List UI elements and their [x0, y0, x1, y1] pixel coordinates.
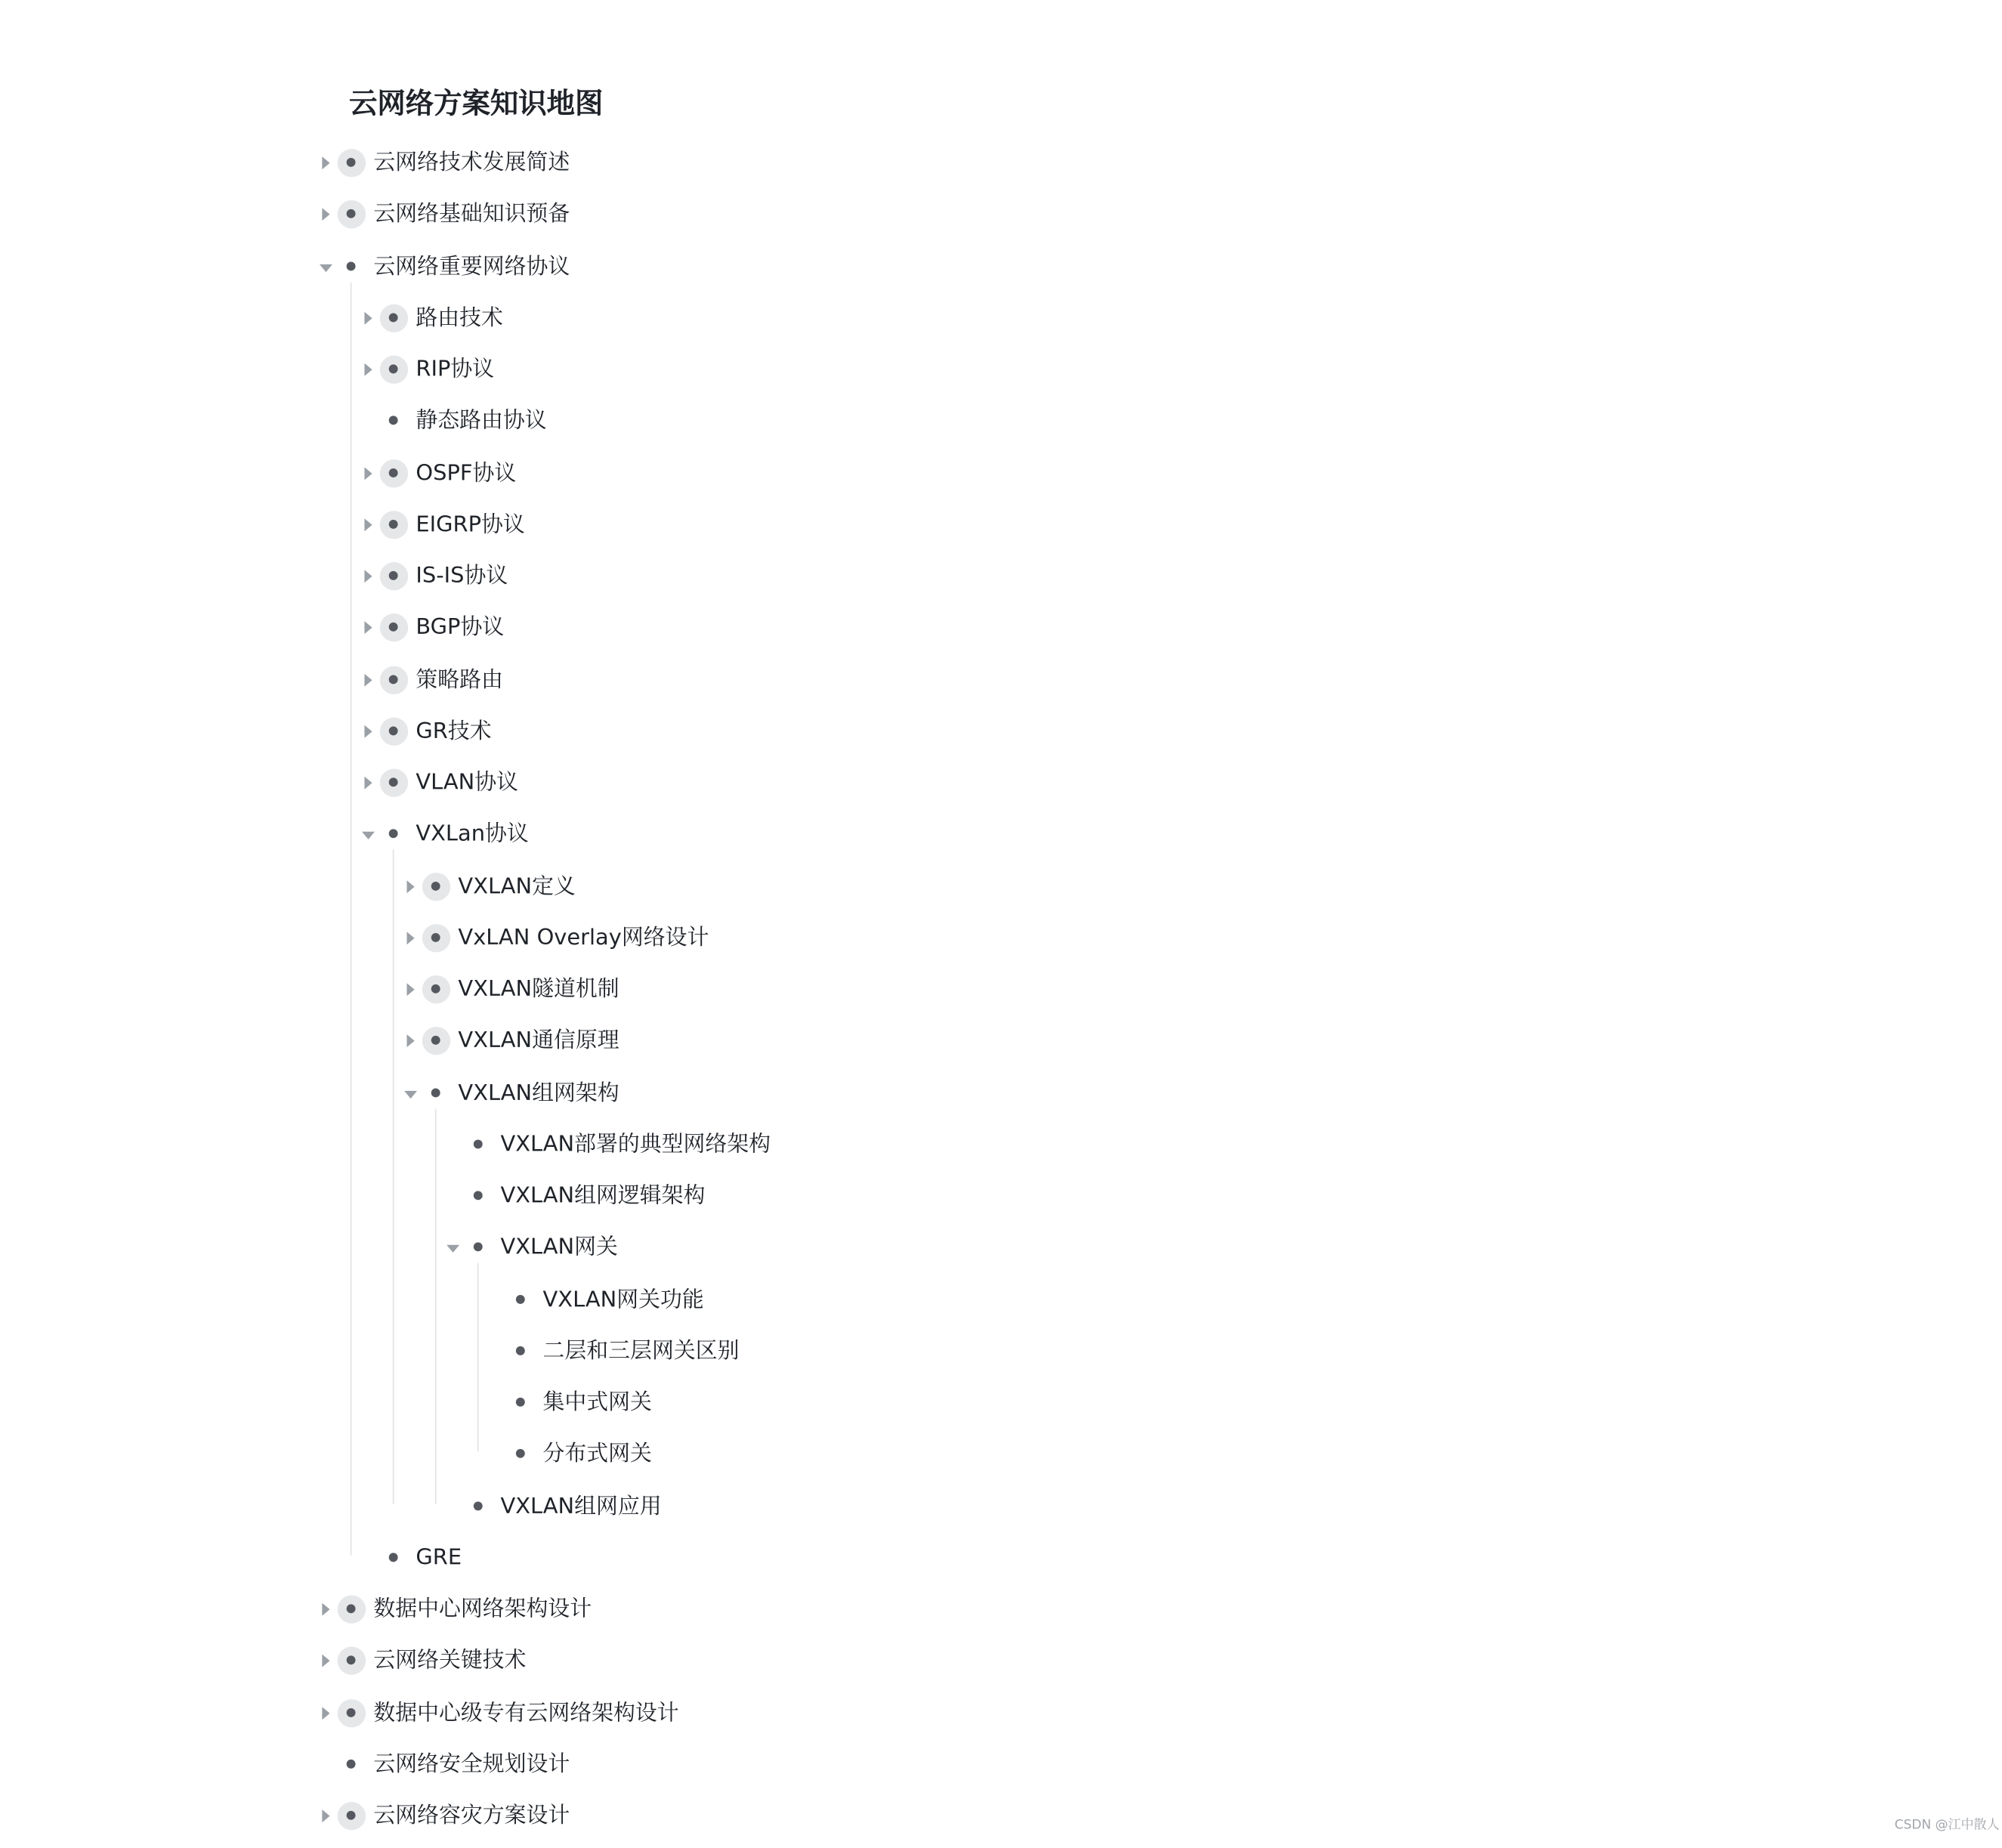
outline-guide-line	[351, 282, 352, 1556]
outline-node-label[interactable]: VXLAN定义	[458, 873, 576, 899]
bullet-dot-icon[interactable]	[474, 1501, 483, 1510]
outline-node[interactable]	[321, 1636, 1219, 1687]
outline-node[interactable]	[363, 654, 1262, 705]
bullet-dot-icon[interactable]	[474, 1139, 483, 1148]
outline-node[interactable]	[406, 1015, 1304, 1067]
outline-node[interactable]	[448, 1222, 1346, 1274]
bullet-dot-icon[interactable]	[389, 364, 398, 373]
outline-node-label[interactable]: 云网络技术发展简述	[373, 150, 570, 176]
outline-node[interactable]	[490, 1325, 1389, 1377]
outline-guide-line	[477, 1263, 479, 1452]
outline-node-label[interactable]: 策略路由	[416, 666, 503, 693]
outline-node-label[interactable]: VXLAN部署的典型网络架构	[500, 1131, 771, 1157]
bullet-dot-icon[interactable]	[389, 520, 398, 529]
bullet-dot-icon[interactable]	[474, 1243, 483, 1252]
outline-node[interactable]	[363, 499, 1262, 550]
outline-node-label[interactable]: BGP协议	[416, 615, 505, 641]
outline-node[interactable]	[363, 706, 1262, 757]
bullet-dot-icon[interactable]	[389, 468, 398, 477]
outline-node-label[interactable]: VXLAN网关功能	[542, 1286, 704, 1312]
bullet-dot-icon[interactable]	[389, 1553, 398, 1562]
outline-guide-line	[393, 850, 394, 1503]
bullet-dot-icon[interactable]	[347, 158, 356, 167]
bullet-dot-icon[interactable]	[431, 881, 440, 890]
outline-node[interactable]	[448, 1119, 1346, 1170]
outline-node[interactable]	[363, 396, 1262, 447]
caret-right-icon[interactable]	[322, 1706, 329, 1719]
outline-node-label[interactable]: 分布式网关	[542, 1442, 652, 1468]
bullet-dot-icon[interactable]	[347, 1707, 356, 1717]
watermark: CSDN @江中散人	[1894, 1819, 2000, 1833]
outline-node[interactable]	[363, 292, 1262, 344]
outline-node-label[interactable]: 云网络重要网络协议	[373, 253, 570, 280]
outline-node[interactable]	[406, 964, 1304, 1015]
outline-node-label[interactable]: 数据中心网络架构设计	[373, 1596, 592, 1623]
outline-node[interactable]	[490, 1429, 1389, 1480]
outline-node[interactable]	[321, 1738, 1219, 1790]
caret-right-icon[interactable]	[406, 983, 414, 996]
outline-node-label[interactable]: VXLAN通信原理	[458, 1028, 619, 1055]
caret-right-icon[interactable]	[406, 1035, 414, 1048]
bullet-dot-icon[interactable]	[347, 1604, 356, 1613]
caret-right-icon[interactable]	[364, 311, 372, 324]
bullet-dot-icon[interactable]	[389, 571, 398, 580]
outline-node[interactable]	[363, 809, 1262, 861]
outline-node[interactable]	[406, 861, 1304, 912]
outline-node[interactable]	[363, 1532, 1262, 1584]
caret-right-icon[interactable]	[364, 725, 372, 737]
outline-node[interactable]	[406, 1067, 1304, 1118]
outline-node-label[interactable]: VxLAN Overlay网络设计	[458, 925, 709, 951]
caret-right-icon[interactable]	[364, 363, 372, 376]
caret-right-icon[interactable]	[364, 466, 372, 479]
bullet-dot-icon[interactable]	[389, 313, 398, 322]
outline-node-label[interactable]: 数据中心级专有云网络架构设计	[373, 1699, 679, 1726]
caret-right-icon[interactable]	[406, 932, 414, 944]
outline-node-label[interactable]: VXLAN组网应用	[500, 1493, 662, 1519]
caret-right-icon[interactable]	[322, 209, 329, 221]
bullet-dot-icon[interactable]	[516, 1398, 525, 1407]
outline-node[interactable]	[363, 344, 1262, 395]
bullet-dot-icon[interactable]	[516, 1294, 525, 1303]
bullet-dot-icon[interactable]	[347, 261, 356, 270]
outline-node[interactable]	[363, 602, 1262, 654]
caret-right-icon[interactable]	[364, 777, 372, 790]
outline-node[interactable]	[363, 551, 1262, 602]
outline-node-label[interactable]: 二层和三层网关区别	[542, 1338, 740, 1364]
caret-down-icon[interactable]	[362, 832, 375, 839]
outline-node[interactable]	[406, 912, 1304, 963]
outline-node-label[interactable]: RIP协议	[416, 357, 495, 383]
caret-right-icon[interactable]	[364, 673, 372, 686]
outline-node-label[interactable]: 云网络容灾方案设计	[373, 1803, 570, 1829]
outline-node-label[interactable]: 云网络关键技术	[373, 1648, 527, 1674]
outline-node-label[interactable]: VXLAN网关	[500, 1235, 618, 1261]
outline-node[interactable]	[448, 1480, 1346, 1531]
outline-node-label[interactable]: GR技术	[416, 718, 492, 744]
bullet-dot-icon[interactable]	[431, 933, 440, 942]
caret-right-icon[interactable]	[364, 622, 372, 635]
document-title[interactable]: 云网络方案知识地图	[349, 88, 604, 121]
bullet-dot-icon[interactable]	[474, 1191, 483, 1200]
outline-node[interactable]	[448, 1170, 1346, 1222]
bullet-dot-icon[interactable]	[389, 830, 398, 839]
caret-right-icon[interactable]	[322, 1655, 329, 1667]
outline-node[interactable]	[321, 189, 1219, 240]
bullet-dot-icon[interactable]	[516, 1449, 525, 1458]
outline-node[interactable]	[363, 447, 1262, 499]
outline-node-label[interactable]: VXLAN隧道机制	[458, 976, 619, 1003]
outline-node-label[interactable]: 静态路由协议	[416, 408, 547, 434]
caret-right-icon[interactable]	[406, 879, 414, 892]
outline-node[interactable]	[321, 1687, 1219, 1738]
outline-node-label[interactable]: VXLAN组网架构	[458, 1080, 619, 1106]
outline-node-label[interactable]: EIGRP协议	[416, 511, 525, 538]
caret-right-icon[interactable]	[322, 1809, 329, 1822]
bullet-dot-icon[interactable]	[389, 726, 398, 735]
outline-node-label[interactable]: VXLan协议	[416, 821, 529, 848]
outline-node-label[interactable]: 云网络安全规划设计	[373, 1751, 570, 1778]
bullet-dot-icon[interactable]	[347, 1811, 356, 1820]
outline-node[interactable]	[321, 138, 1219, 189]
caret-down-icon[interactable]	[404, 1090, 417, 1098]
caret-right-icon[interactable]	[322, 1603, 329, 1616]
outline-node-label[interactable]: 路由技术	[416, 304, 503, 331]
bullet-dot-icon[interactable]	[347, 1759, 356, 1768]
bullet-dot-icon[interactable]	[389, 675, 398, 684]
outline-node[interactable]	[490, 1377, 1389, 1429]
outline-guide-line	[435, 1108, 437, 1503]
outline-node-label[interactable]: OSPF协议	[416, 459, 517, 486]
caret-down-icon[interactable]	[446, 1245, 459, 1253]
bullet-dot-icon[interactable]	[389, 777, 398, 786]
outline-node-label[interactable]: IS-IS协议	[416, 563, 508, 589]
bullet-dot-icon[interactable]	[431, 984, 440, 994]
outline-node[interactable]	[490, 1274, 1389, 1325]
outline-node[interactable]	[321, 241, 1219, 292]
caret-down-icon[interactable]	[320, 264, 332, 271]
caret-right-icon[interactable]	[322, 156, 329, 169]
bullet-dot-icon[interactable]	[431, 1088, 440, 1097]
bullet-dot-icon[interactable]	[389, 416, 398, 425]
outline-node-label[interactable]: GRE	[416, 1544, 462, 1571]
outline-node[interactable]	[321, 1584, 1219, 1635]
outline-node[interactable]	[321, 1791, 1219, 1842]
outline-node-label[interactable]: 集中式网关	[542, 1389, 652, 1416]
caret-right-icon[interactable]	[364, 570, 372, 583]
outline-node-label[interactable]: VXLAN组网逻辑架构	[500, 1183, 706, 1210]
outline-node-label[interactable]: VLAN协议	[416, 770, 519, 796]
bullet-dot-icon[interactable]	[516, 1346, 525, 1355]
outline-node[interactable]	[363, 757, 1262, 808]
caret-right-icon[interactable]	[364, 518, 372, 531]
outline-node-label[interactable]: 云网络基础知识预备	[373, 202, 570, 228]
